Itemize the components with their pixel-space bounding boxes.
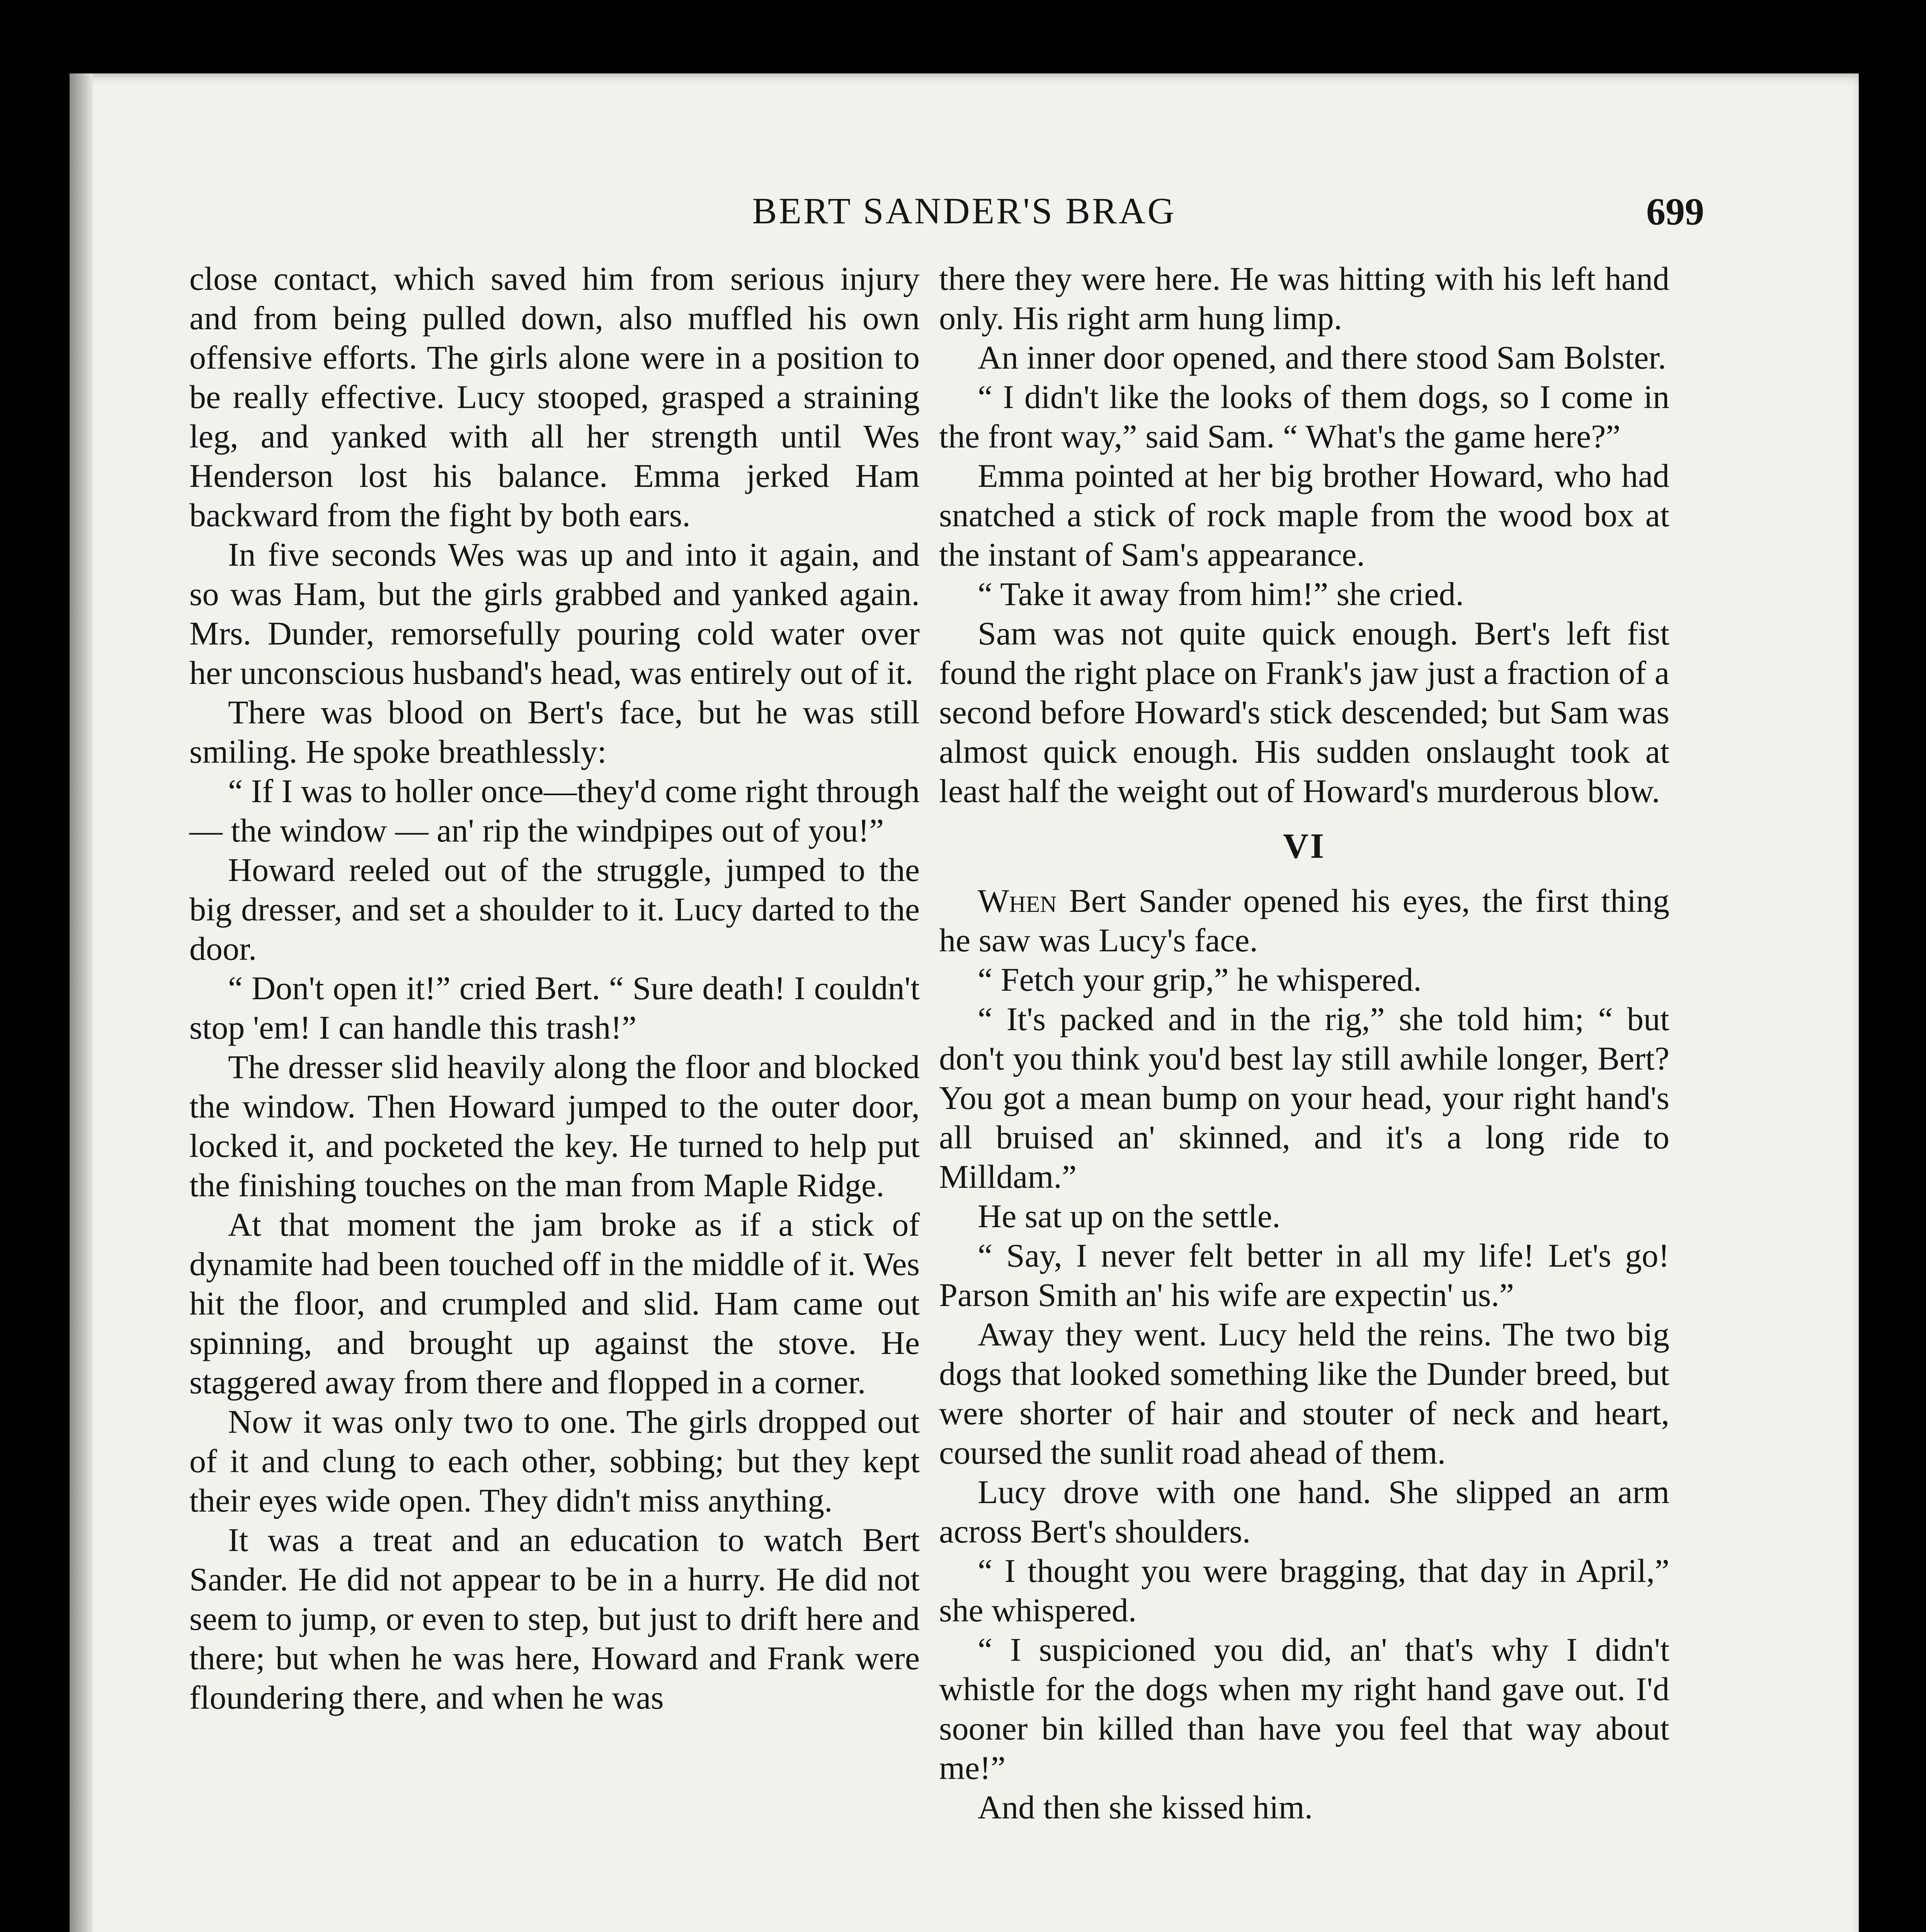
paragraph: Emma pointed at her big brother Howard, who had snatched a stick of rock maple from the wood box at the instant of Sam's appearance. <box>939 457 1669 573</box>
paragraph: close contact, which saved him from serious injury and from being pulled down, also muffled his own offensive efforts. The girls alone were in a position to be really effective. Lucy stooped, grasped a straining leg, and yanked with all her strength until Wes Henderson lost his balance. Emma jerked Ham backward from the fight by both ears. <box>189 260 920 534</box>
paragraph: Sam was not quite quick enough. Bert's left fist found the right place on Frank's jaw just a fraction of a second before Howard's stick descended; but Sam was almost quick enough. His sudden onslaught took at least half the weight out of Howard's murderous blow. <box>939 615 1669 810</box>
paragraph: Howard reeled out of the struggle, jumped to the big dresser, and set a shoulder to it. Lucy darted to the door. <box>189 851 920 967</box>
paragraph: It was a treat and an education to watch Bert Sander. He did not appear to be in a hurry. He did not seem to jump, or even to step, but just to drift here and there; but when he was here, Howard and Frank were floundering there, and when he was <box>189 1521 920 1716</box>
paragraph: “ Fetch your grip,” he whispered. <box>978 961 1422 998</box>
magazine-page <box>70 73 1859 1932</box>
paragraph: there they were here. He was hitting with his left hand only. His right arm hung limp. <box>939 260 1669 337</box>
paragraph: “ If I was to holler once—they'd come right through — the window — an' rip the windpipes out of you!” <box>189 772 920 849</box>
section-opening-paragraph <box>939 881 1669 960</box>
paragraph: “ I thought you were bragging, that day in April,” she whispered. <box>939 1552 1669 1629</box>
paragraph: “ Say, I never felt better in all my life! Let's go! Parson Smith an' his wife are expectin' us.” <box>939 1237 1669 1313</box>
paragraph: And then she kissed him. <box>978 1789 1313 1826</box>
paragraph: At that moment the jam broke as if a stick of dynamite had been touched off in the middle of it. Wes hit the floor, and crumpled and slid. Ham came out spinning, and brought up against the stove. He staggered away from there and flopped in a corner. <box>189 1206 920 1401</box>
right-column <box>939 259 1669 1827</box>
paragraph: “ I didn't like the looks of them dogs, so I come in the front way,” said Sam. “ What's the game here?” <box>939 378 1669 455</box>
paragraph: “ I suspicioned you did, an' that's why I didn't whistle for the dogs when my right hand gave out. I'd sooner bin killed than have you feel that way about me!” <box>939 1631 1669 1786</box>
running-title: BERT SANDER'S BRAG <box>752 190 1176 231</box>
page-gutter-shadow <box>70 73 93 1932</box>
paragraph: He sat up on the settle. <box>978 1197 1281 1235</box>
paragraph: “ It's packed and in the rig,” she told him; “ but don't you think you'd best lay still awhile longer, Bert? You got a mean bump on your head, your right hand's all bruised an' skinned, and it's a long ride to Milldam.” <box>939 1000 1669 1195</box>
lead-word: When <box>978 882 1057 919</box>
paragraph: Now it was only two to one. The girls dropped out of it and clung to each other, sobbing; but they kept their eyes wide open. They didn't miss anything. <box>189 1403 920 1519</box>
page-number: 699 <box>1646 190 1704 233</box>
paragraph: In five seconds Wes was up and into it again, and so was Ham, but the girls grabbed and yanked again. Mrs. Dunder, remorsefully pouring cold water over her unconscious husband's head, was entirely out of it. <box>189 536 920 691</box>
paragraph: “ Take it away from him!” she cried. <box>978 575 1464 612</box>
left-column <box>189 259 920 1717</box>
running-head <box>70 189 1859 243</box>
paragraph: “ Don't open it!” cried Bert. “ Sure death! I couldn't stop 'em! I can handle this trash!” <box>189 969 920 1046</box>
lead-rest: Bert Sander opened his eyes, the first thing he saw was Lucy's face. <box>939 882 1669 959</box>
paragraph: Lucy drove with one hand. She slipped an arm across Bert's shoulders. <box>939 1473 1669 1550</box>
paragraph: An inner door opened, and there stood Sam Bolster. <box>978 339 1666 376</box>
paragraph: There was blood on Bert's face, but he was still smiling. He spoke breathlessly: <box>189 694 920 770</box>
section-number: VI <box>1283 826 1326 866</box>
paragraph: Away they went. Lucy held the reins. The two big dogs that looked something like the Dunder breed, but were shorter of hair and stouter of neck and heart, coursed the sunlit road ahead of them. <box>939 1316 1669 1471</box>
paragraph: The dresser slid heavily along the floor and blocked the window. Then Howard jumped to the outer door, locked it, and pocketed the key. He turned to help put the finishing touches on the man from Maple Ridge. <box>189 1048 920 1204</box>
